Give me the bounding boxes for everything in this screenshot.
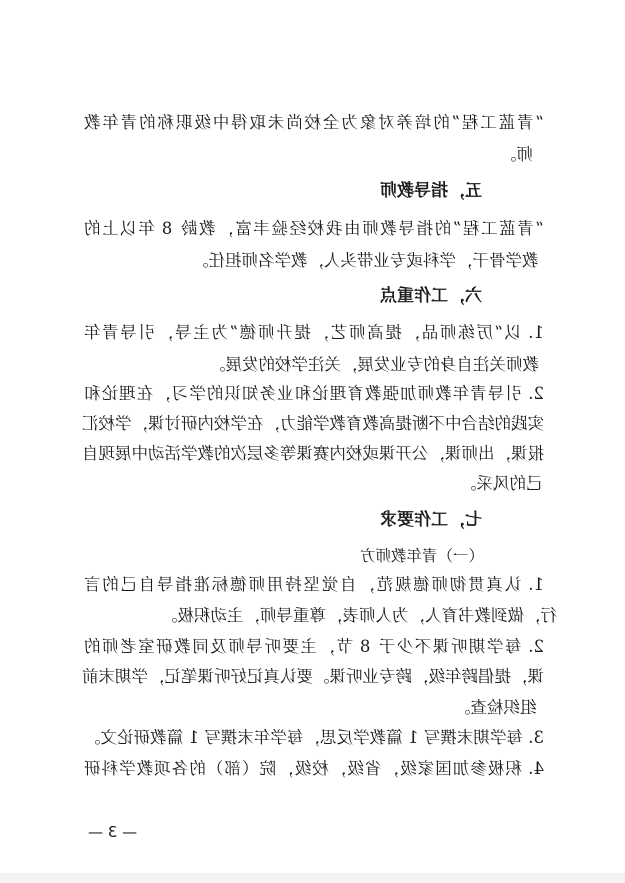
paragraph-line: 教学骨干，学科或专业带头人，教学名师担任。 [192, 251, 539, 270]
paragraph-line: 2. 每学期听课不少于 8 节，主要听导师及同教研室老师的 [84, 637, 544, 656]
page-number: — 3 — [88, 823, 138, 841]
paragraph-line: 4. 积极参加国家级，省级，校级，院（部）的各项教学科研 [84, 759, 544, 778]
section-heading-6: 六，工作重点 [380, 286, 482, 306]
paragraph-line: “青蓝工程”的培养对象为全校尚未取得中级职称的青年教 [84, 113, 544, 132]
page-bottom-edge [0, 873, 625, 883]
paragraph-line: 行，做到教书育人，为人师表，尊重导师，主动积极。 [161, 606, 557, 625]
paragraph-line: 2. 引导青年教师加强教育理论和业务知识的学习，在理论和 [84, 384, 544, 403]
paragraph-line: 1. 以“厉练师品，提高师艺，提升师德”为主导，引导青年 [84, 323, 544, 342]
paragraph-line: 报课，出师课，公开课或校内赛课等多层次的教学活动中展现自 [82, 444, 544, 463]
subheading: （一）青年教师方 [360, 547, 485, 565]
paragraph-line: 课，提倡跨年级，跨专业听课。要认真记好听课笔记，学期末前 [82, 667, 544, 686]
paragraph-line: 师。 [500, 145, 533, 164]
paragraph-line: 3. 每学期末撰写 1 篇教学反思，每学年末撰写 1 篇教研论文。 [84, 728, 544, 747]
section-heading-5: 五，指导教师 [380, 181, 482, 201]
paragraph-line: 实践的结合中不断提高教育教学能力，在学校内研讨课，学校汇 [82, 414, 544, 433]
paragraph-line: 教师关注自身的专业发展，关注学校的发展。 [209, 355, 539, 374]
section-heading-7: 七，工作要求 [380, 510, 482, 530]
paragraph-line: 1. 认真贯彻师德规范，自觉坚持用师德标准指导自己的言 [84, 575, 544, 594]
paragraph-line: 组织检查。 [454, 698, 537, 717]
paragraph-line: 己的风采。 [460, 474, 543, 493]
paragraph-line: “青蓝工程”的指导教师由我校经验丰富，教龄 8 年以上的 [84, 219, 544, 238]
